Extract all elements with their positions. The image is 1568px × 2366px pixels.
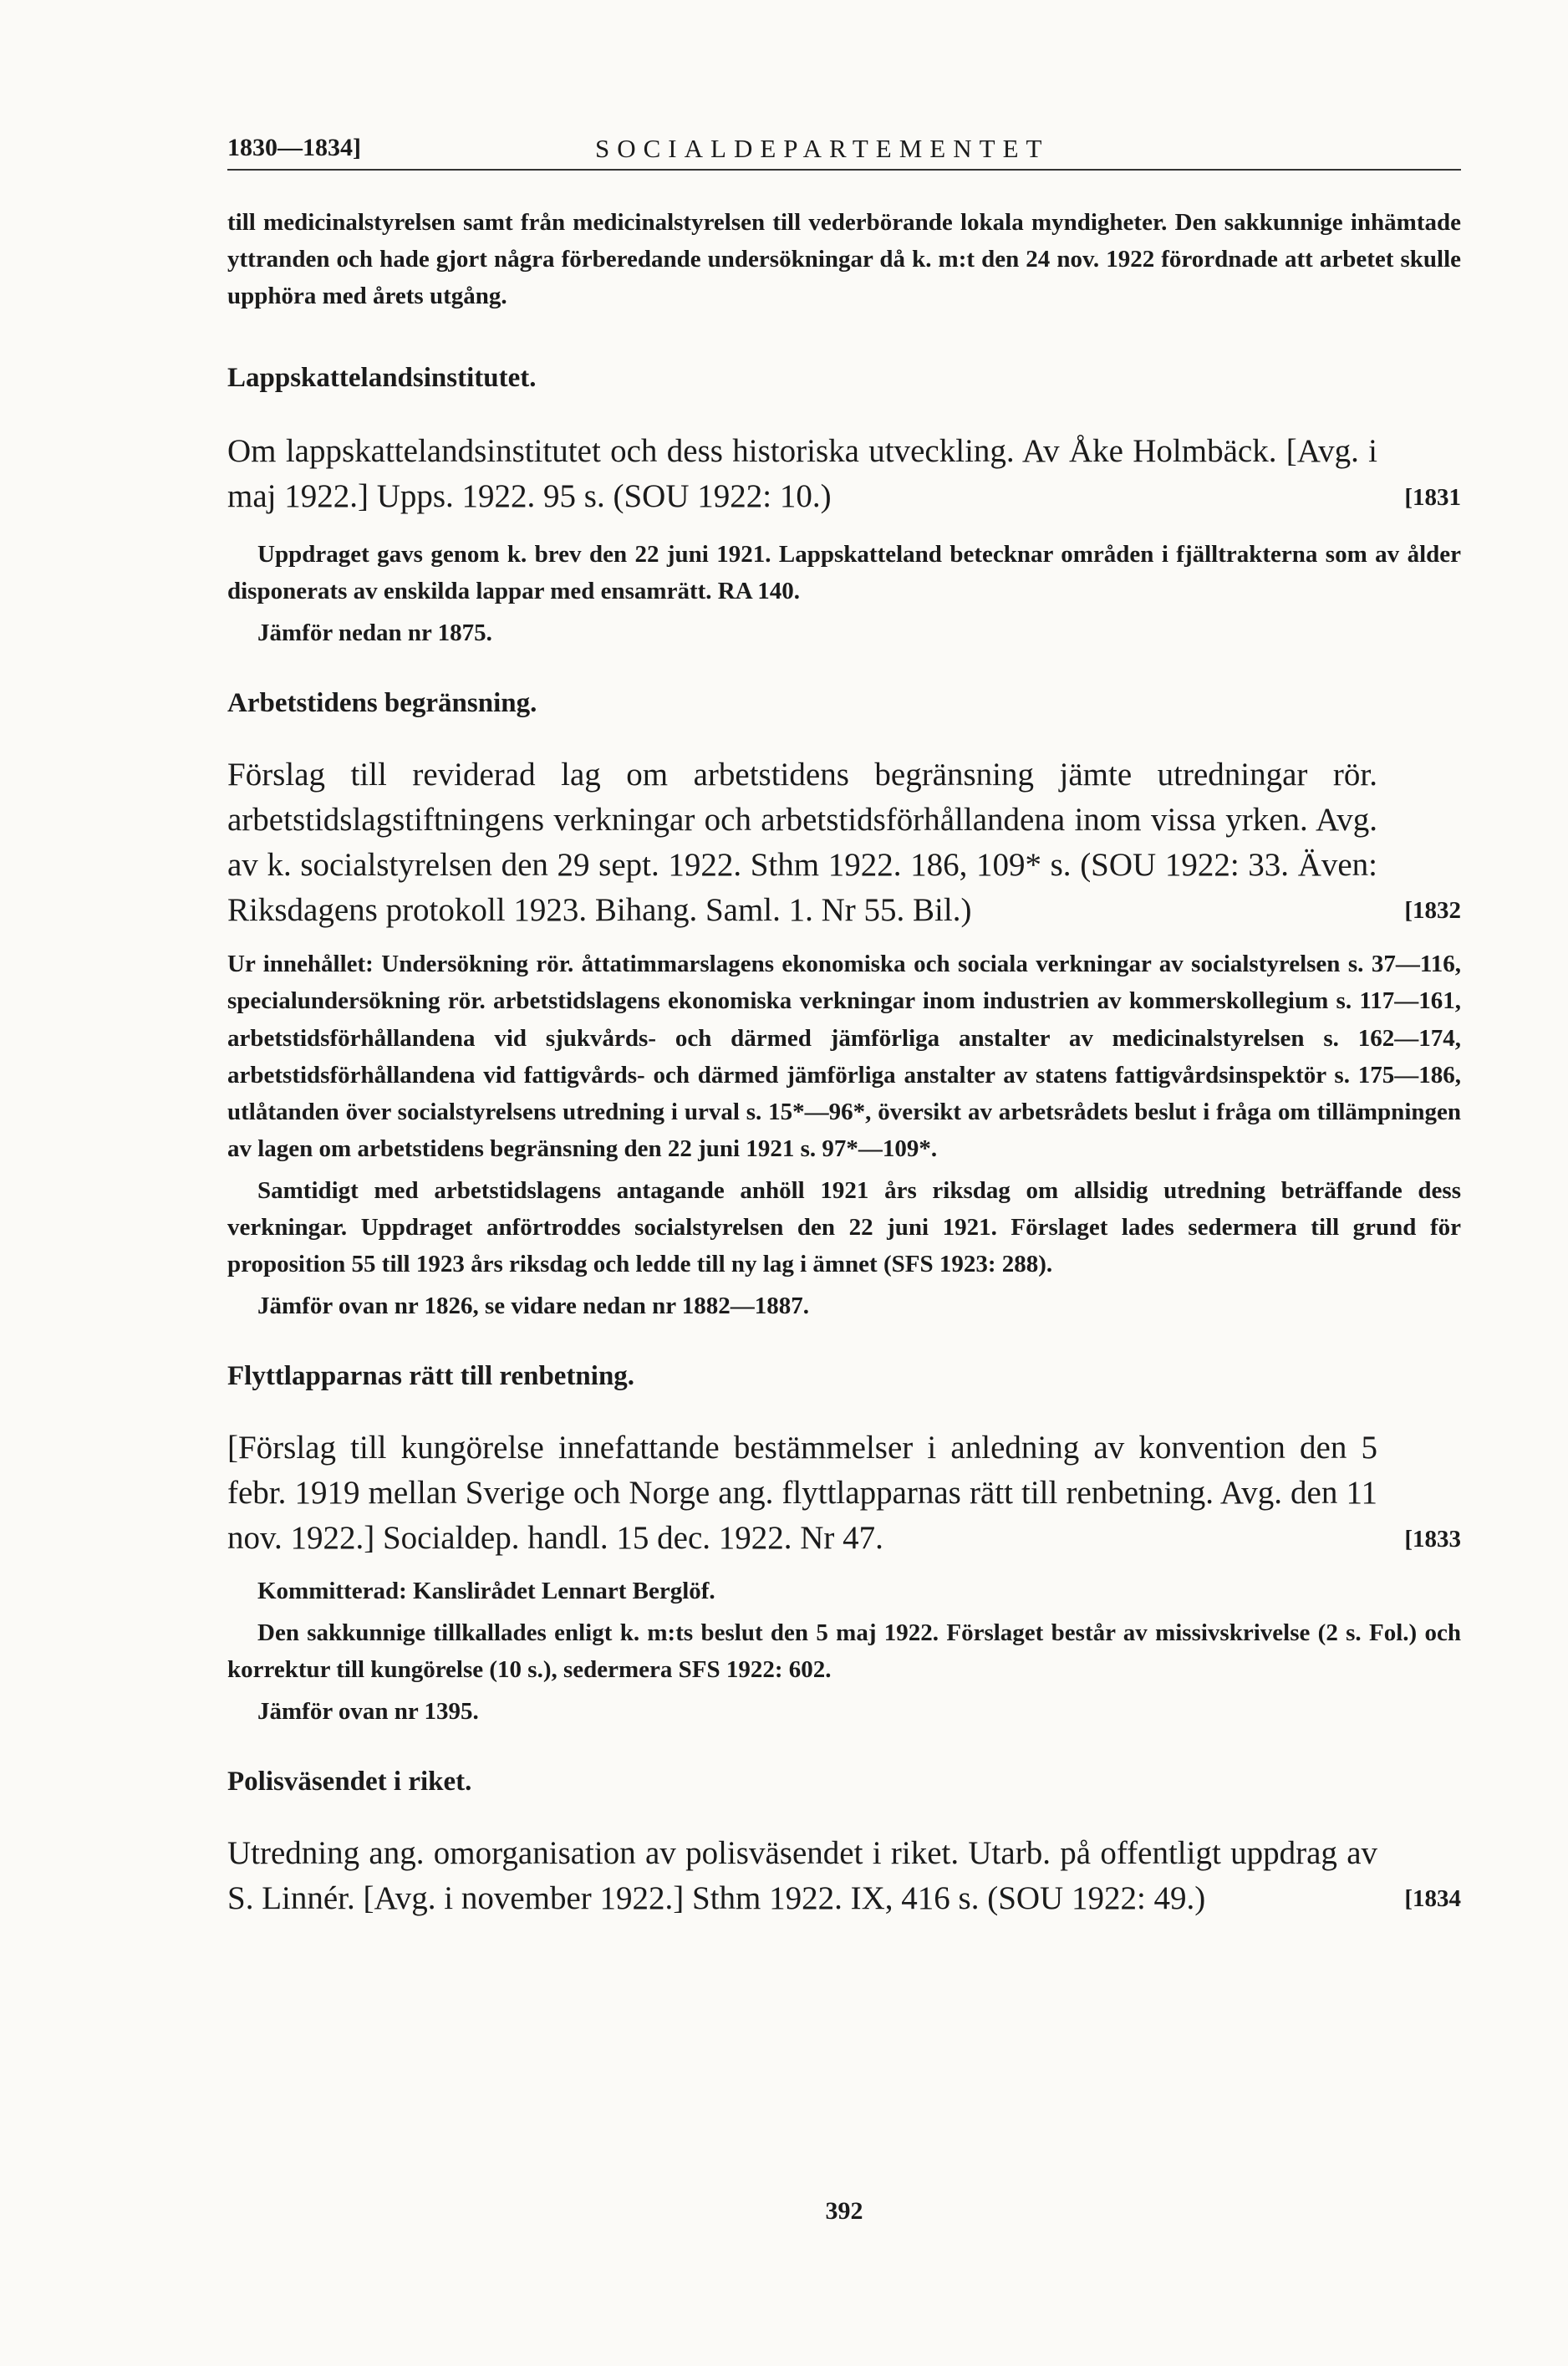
page-content [227,134,1461,2225]
entry-1834 [227,1831,1461,1921]
entry-number: [1833 [1404,1525,1461,1553]
entry-number: [1831 [1404,483,1461,511]
entry-note: Uppdraget gavs genom k. brev den 22 juni 1921. Lappskatteland betecknar områden i fjälltrakterna som av ålder disponerats av enskilda lappar med ensamrätt. RA 140. [227,540,1461,604]
entry-1833 [227,1425,1461,1560]
entry-number: [1834 [1404,1885,1461,1913]
entry-note: Jämför nedan nr 1875. [257,620,492,647]
page-number: 392 [825,2197,863,2225]
running-head-range: 1830—1834] [227,134,361,161]
entry-1832 [227,752,1461,932]
entry-note: Jämför ovan nr 1826, se vidare nedan nr 1882—1887. [257,1293,810,1320]
entry-number: [1832 [1404,897,1461,925]
running-head-title: SOCIALDEPARTEMENTET [595,134,1050,163]
entry-text: Utredning ang. omorganisation av polisväsendet i riket. Utarb. på offentligt uppdrag av S. Linnér. [Avg. i november 1922.] Sthm 1922. IX, 416 s. (SOU 1922: 49.) [227,1834,1377,1916]
entry-note: Ur innehållet: Undersökning rör. åttatimmarslagens ekonomiska och sociala verkningar av socialstyrelsen s. 37—116, specialundersökning rör. arbetstidslagens ekonomiska verkningar inom industrien av kommerskollegium s. 117—161, arbetstidsförhållandena vid sjukvårds- och därmed jämförliga anstalter av medicinalstyrelsen s. 162—174, arbetstidsförhållandena vid fattigvårds- och därmed jämförliga anstalter av statens fattigvårdsinspektör s. 175—186, utlåtanden över socialstyrelsens utredning i urval s. 15*—96*, översikt av arbetsrådets beslut i fråga om tillämpningen av lagen om arbetstidens begränsning den 22 juni 1921 s. 97*—109*. [227,951,1461,1162]
entry-note: Den sakkunnige tillkallades enligt k. m:ts beslut den 5 maj 1922. Förslaget består av missivskrivelse (2 s. Fol.) och korrektur till kungörelse (10 s.), sedermera SFS 1922: 602. [227,1619,1461,1683]
entry-text: Om lappskattelandsinstitutet och dess historiska utveckling. Av Åke Holmbäck. [Avg. i maj 1922.] Upps. 1922. 95 s. (SOU 1922: 10.) [227,433,1377,515]
intro-paragraph: till medicinalstyrelsen samt från medicinalstyrelsen till vederbörande lokala myndigheter. Den sakkunnige inhämtade yttranden och hade gjort några förberedande undersökningar då k. m:t den 24 nov. 1922 förordnade att arbetet skulle upphöra med årets utgång. [227,209,1461,310]
section-heading: Polisväsendet i riket. [227,1766,472,1797]
entry-text: Förslag till reviderad lag om arbetstidens begränsning jämte utredningar rör. arbetstidslagstiftningens verkningar och arbetstidsförhållandena inom vissa yrken. Avg. av k. socialstyrelsen den 29 sept. 1922. Sthm 1922. 186, 109* s. (SOU 1922: 33. Även: Riksdagens protokoll 1923. Bihang. Saml. 1. Nr 55. Bil.) [227,757,1377,928]
entry-note: Jämför ovan nr 1395. [257,1697,479,1725]
section-heading: Arbetstidens begränsning. [227,688,537,719]
entry-note: Samtidigt med arbetstidslagens antagande anhöll 1921 års riksdag om allsidig utredning beträffande dess verkningar. Uppdraget anförtroddes socialstyrelsen den 22 juni 1921. Förslaget lades sedermera till grund för proposition 55 till 1923 års riksdag och ledde till ny lag i ämnet (SFS 1923: 288). [227,1176,1461,1277]
section-heading: Flyttlapparnas rätt till renbetning. [227,1361,635,1392]
running-head [227,134,1461,171]
entry-note: Kommitterad: Kanslirådet Lennart Berglöf. [257,1577,715,1604]
section-heading: Lappskattelandsinstitutet. [227,363,537,394]
entry-1831 [227,429,1461,519]
entry-text: [Förslag till kungörelse innefattande bestämmelser i anledning av konvention den 5 febr. 1919 mellan Sverige och Norge ang. flyttlapparnas rätt till renbetning. Avg. den 11 nov. 1922.] Socialdep. handl. 15 dec. 1922. Nr 47. [227,1430,1377,1556]
